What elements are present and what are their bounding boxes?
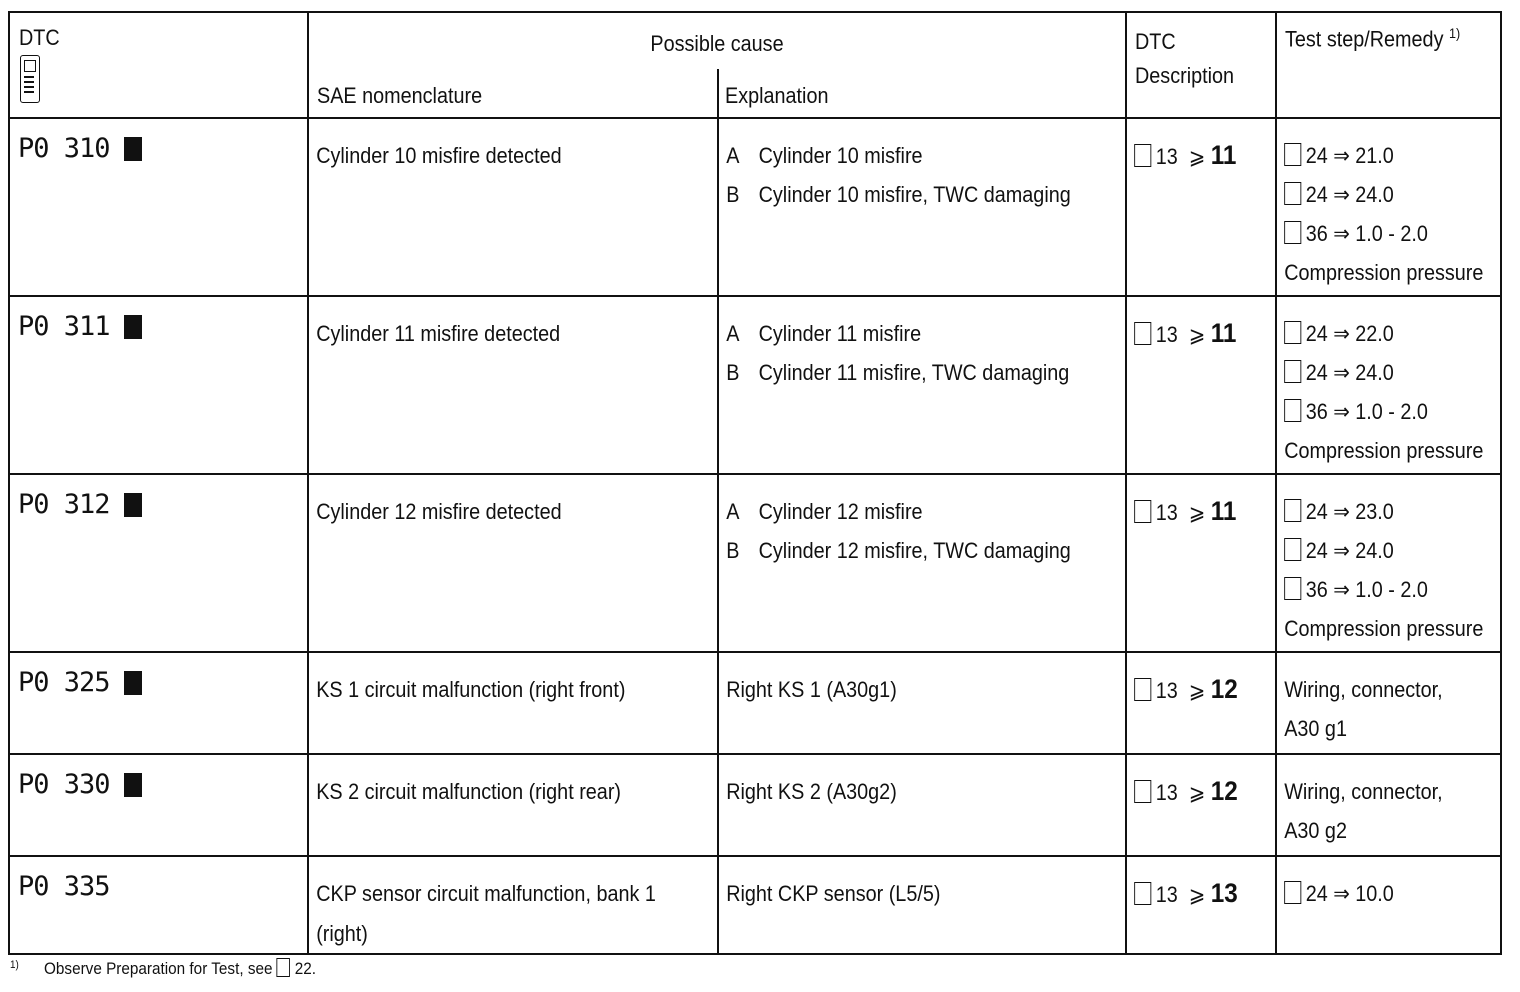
test-page: 24 [1305, 143, 1328, 168]
test-step-cell [1276, 856, 1501, 954]
test-value: 24.0 [1355, 538, 1394, 563]
mil-indicator-icon [124, 671, 142, 695]
desc-target: 11 [1210, 318, 1237, 348]
desc-page: 13 [1155, 780, 1178, 805]
test-step-item [1284, 314, 1470, 353]
footnote-page: 22. [294, 959, 317, 978]
dtc-code-cell [9, 474, 308, 652]
goto-symbol: ⩾ [1188, 882, 1206, 907]
possible-cause-cell [308, 754, 1126, 856]
dtc-description-cell [1126, 296, 1276, 474]
explanation-text: Cylinder 12 misfire [758, 499, 923, 524]
explanation-letter: A [726, 143, 740, 168]
explanation-letter: B [726, 538, 740, 563]
desc-target: 11 [1210, 496, 1237, 526]
test-page: 24 [1305, 499, 1328, 524]
arrow-icon: ⇒ [1333, 577, 1350, 602]
table-row [9, 856, 1501, 954]
test-step-item [1284, 570, 1470, 609]
arrow-icon: ⇒ [1333, 321, 1350, 346]
header-dtc-description-cell [1126, 12, 1276, 118]
arrow-icon: ⇒ [1333, 360, 1350, 385]
desc-page: 13 [1155, 882, 1178, 907]
footnote-marker: 1) [10, 959, 19, 971]
table-header-row [9, 12, 1501, 118]
explanation-item [726, 531, 1071, 570]
explanation-item [726, 136, 1071, 175]
test-step-item [1284, 214, 1470, 253]
page-ref-icon [1284, 538, 1301, 561]
test-note: Compression pressure [1284, 438, 1484, 463]
header-test-step-label: Test step/Remedy [1285, 26, 1444, 52]
test-page: 24 [1305, 321, 1328, 346]
arrow-icon: ⇒ [1333, 538, 1350, 563]
desc-page: 13 [1155, 678, 1178, 703]
sae-text: CKP sensor circuit malfunction, bank 1 (right) [316, 881, 656, 946]
goto-symbol: ⩾ [1188, 322, 1206, 347]
explanation-letter: A [726, 321, 740, 346]
test-value: 21.0 [1355, 143, 1394, 168]
test-value: 1.0 - 2.0 [1355, 577, 1428, 602]
remedy-text [1277, 653, 1478, 748]
test-value: 22.0 [1355, 321, 1394, 346]
test-step-cell [1276, 296, 1501, 474]
header-dtc-description: DTC Description [1135, 29, 1235, 88]
possible-cause-cell [308, 856, 1126, 954]
explanation-item [726, 492, 1071, 531]
test-step-item [1284, 392, 1470, 431]
page-ref-icon [1134, 144, 1151, 167]
remedy-line: Wiring, connector, [1284, 779, 1443, 804]
test-step-cell [1276, 754, 1501, 856]
page-ref-icon [1284, 399, 1301, 422]
test-value: 1.0 - 2.0 [1355, 221, 1428, 246]
table-row [9, 474, 1501, 652]
description-ref [1127, 297, 1260, 354]
explanation-text: Cylinder 12 misfire, TWC damaging [758, 538, 1071, 563]
test-page: 24 [1305, 360, 1328, 385]
goto-symbol: ⩾ [1188, 780, 1206, 805]
test-step-list [1277, 475, 1484, 648]
dtc-code-cell [9, 652, 308, 754]
dtc-code-cell [9, 754, 308, 856]
arrow-icon: ⇒ [1333, 143, 1350, 168]
dtc-code-cell [9, 296, 308, 474]
description-ref [1127, 653, 1260, 710]
explanation-letter: B [726, 360, 740, 385]
explanation-list [719, 297, 1076, 392]
explanation-text: Cylinder 10 misfire [758, 143, 923, 168]
dtc-description-cell [1126, 118, 1276, 296]
test-page: 24 [1305, 538, 1328, 563]
explanation-item [726, 175, 1071, 214]
sae-text: KS 1 circuit malfunction (right front) [316, 677, 626, 702]
test-page: 36 [1305, 577, 1328, 602]
dtc-code: P0 311 [18, 311, 110, 342]
test-value: 23.0 [1355, 499, 1394, 524]
remedy-line: Wiring, connector, [1284, 677, 1443, 702]
header-sae-nomenclature: SAE nomenclature [317, 83, 483, 108]
description-ref [1127, 475, 1260, 532]
goto-symbol: ⩾ [1188, 500, 1206, 525]
test-step-item [1284, 175, 1470, 214]
description-ref [1127, 755, 1260, 812]
description-ref [1127, 857, 1260, 914]
test-step-item [1284, 874, 1470, 913]
table-row [9, 652, 1501, 754]
desc-target: 12 [1210, 776, 1238, 806]
desc-target: 11 [1210, 140, 1237, 170]
test-value: 24.0 [1355, 360, 1394, 385]
description-ref [1127, 119, 1260, 176]
test-value: 10.0 [1355, 881, 1394, 906]
dtc-description-cell [1126, 754, 1276, 856]
test-step-list [1277, 119, 1484, 292]
goto-symbol: ⩾ [1188, 678, 1206, 703]
arrow-icon: ⇒ [1333, 399, 1350, 424]
footnote [10, 958, 316, 979]
sae-text: Cylinder 12 misfire detected [316, 499, 562, 524]
explanation-text: Right KS 1 (A30g1) [726, 677, 897, 702]
test-step-item [1284, 492, 1470, 531]
page-ref-icon [1284, 360, 1301, 383]
header-test-step [1285, 25, 1460, 52]
header-possible-cause-cell [308, 12, 1126, 118]
test-note: Compression pressure [1284, 616, 1484, 641]
page-ref-icon [1284, 182, 1301, 205]
dtc-code: P0 330 [18, 769, 110, 800]
possible-cause-cell [308, 652, 1126, 754]
remedy-text [1277, 755, 1478, 850]
desc-page: 13 [1155, 500, 1178, 525]
sae-text: Cylinder 11 misfire detected [316, 321, 561, 346]
dtc-code: P0 335 [18, 871, 110, 902]
mil-indicator-icon [124, 493, 142, 517]
dtc-code-cell [9, 118, 308, 296]
sae-text: KS 2 circuit malfunction (right rear) [316, 779, 622, 804]
possible-cause-cell [308, 474, 1126, 652]
dtc-code-cell [9, 856, 308, 954]
explanation-item [726, 353, 1069, 392]
explanation-text: Cylinder 11 misfire [758, 321, 922, 346]
table-row [9, 118, 1501, 296]
test-step-list [1277, 297, 1484, 470]
dtc-description-cell [1126, 856, 1276, 954]
test-step-item [1284, 353, 1470, 392]
page-ref-icon [1284, 143, 1301, 166]
arrow-icon: ⇒ [1333, 499, 1350, 524]
arrow-icon: ⇒ [1333, 221, 1350, 246]
mil-indicator-icon [124, 773, 142, 797]
dtc-description-cell [1126, 474, 1276, 652]
test-page: 24 [1305, 182, 1328, 207]
dtc-description-cell [1126, 652, 1276, 754]
table-row [9, 754, 1501, 856]
page-ref-icon [1134, 322, 1151, 345]
test-step-cell [1276, 652, 1501, 754]
possible-cause-cell [308, 296, 1126, 474]
explanation-list [719, 119, 1078, 214]
dtc-code: P0 310 [18, 133, 110, 164]
test-note: Compression pressure [1284, 260, 1484, 285]
page-ref-icon [1134, 678, 1151, 701]
header-dtc: DTC [19, 25, 60, 50]
sae-text: Cylinder 10 misfire detected [316, 143, 562, 168]
test-step-list [1277, 857, 1478, 913]
table-row [9, 296, 1501, 474]
header-dtc-cell [9, 12, 308, 118]
explanation-letter: A [726, 499, 740, 524]
dtc-table [8, 11, 1502, 955]
explanation-letter: B [726, 182, 740, 207]
goto-symbol: ⩾ [1188, 144, 1206, 169]
explanation-text: Cylinder 10 misfire, TWC damaging [758, 182, 1071, 207]
page-ref-icon [1134, 780, 1151, 803]
explanation-item [726, 314, 1069, 353]
explanation-text: Right KS 2 (A30g2) [726, 779, 897, 804]
mil-indicator-icon [124, 137, 142, 161]
header-column-divider [717, 69, 719, 117]
test-value: 1.0 - 2.0 [1355, 399, 1428, 424]
page-ref-icon [1284, 321, 1301, 344]
test-page: 24 [1305, 881, 1328, 906]
remedy-line: A30 g1 [1284, 716, 1347, 741]
desc-page: 13 [1155, 144, 1178, 169]
desc-target: 12 [1210, 674, 1238, 704]
test-step-item [1284, 531, 1470, 570]
test-page: 36 [1305, 399, 1328, 424]
header-test-step-cell [1276, 12, 1501, 118]
desc-target: 13 [1210, 878, 1238, 908]
dtc-code: P0 325 [18, 667, 110, 698]
header-possible-cause: Possible cause [650, 31, 784, 56]
test-step-cell [1276, 118, 1501, 296]
test-step-cell [1276, 474, 1501, 652]
arrow-icon: ⇒ [1333, 182, 1350, 207]
page-ref-icon [1284, 499, 1301, 522]
possible-cause-cell [308, 118, 1126, 296]
mil-indicator-icon [124, 315, 142, 339]
test-value: 24.0 [1355, 182, 1394, 207]
page-ref-icon [1134, 882, 1151, 905]
hand-tester-icon [20, 55, 40, 103]
page-ref-icon [1284, 881, 1301, 904]
page-ref-icon [277, 958, 291, 977]
explanation-list [719, 475, 1078, 570]
test-step-item [1284, 136, 1470, 175]
page-ref-icon [1284, 577, 1301, 600]
remedy-line: A30 g2 [1284, 818, 1347, 843]
arrow-icon: ⇒ [1333, 881, 1350, 906]
page-ref-icon [1284, 221, 1301, 244]
test-page: 36 [1305, 221, 1328, 246]
explanation-text: Cylinder 11 misfire, TWC damaging [758, 360, 1070, 385]
explanation-text: Right CKP sensor (L5/5) [726, 881, 941, 906]
dtc-code: P0 312 [18, 489, 110, 520]
page-ref-icon [1134, 500, 1151, 523]
desc-page: 13 [1155, 322, 1178, 347]
footnote-text: Observe Preparation for Test, see [44, 959, 273, 978]
header-test-step-footnote-ref: 1) [1448, 25, 1461, 41]
header-explanation: Explanation [725, 83, 829, 108]
